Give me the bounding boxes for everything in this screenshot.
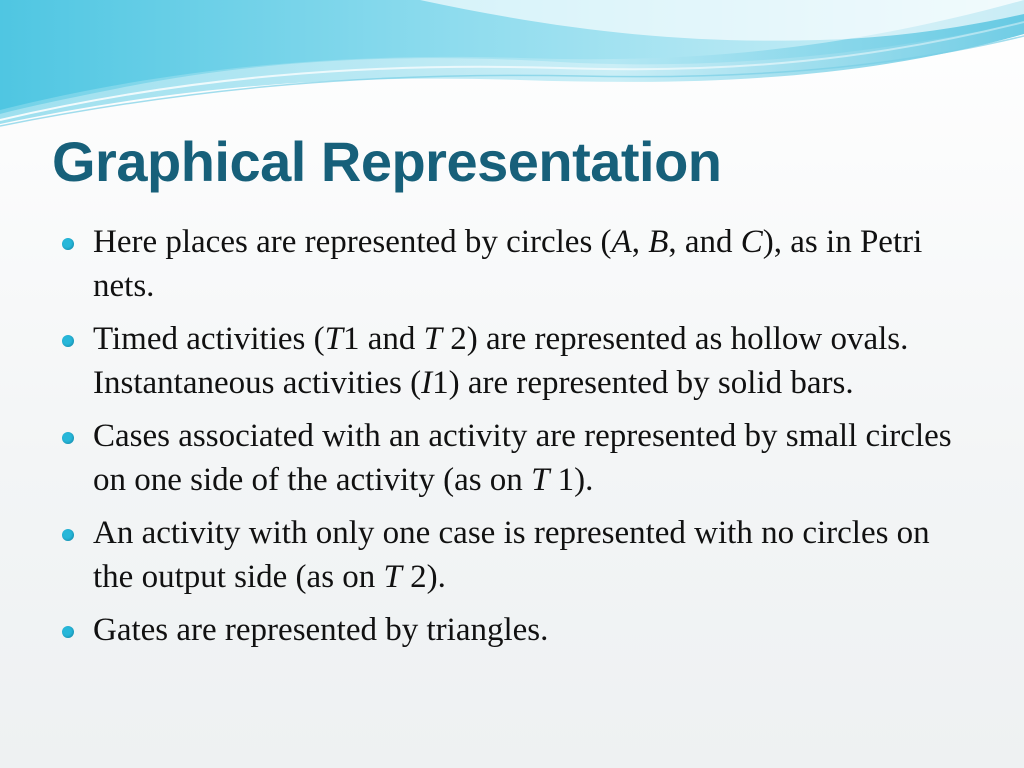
bullet-text: , and xyxy=(668,224,741,260)
bullet-text: T xyxy=(324,321,343,357)
bullet-text: T xyxy=(383,559,402,595)
decorative-wave-header xyxy=(0,0,1024,130)
bullet-icon xyxy=(62,238,74,250)
bullet-text: 2) are represented as hollow ovals. Instantaneous activities ( xyxy=(93,321,909,401)
bullet-text: T xyxy=(423,321,442,357)
bullet-text: A xyxy=(611,224,632,260)
bullet-text: 1). xyxy=(549,462,594,498)
bullet-text: Gates are represented by triangles. xyxy=(93,612,549,648)
bullet-text: Timed activities ( xyxy=(93,321,325,357)
bullet-text: Here places are represented by circles ( xyxy=(93,224,612,260)
bullet-text: B xyxy=(648,224,669,260)
bullet-item xyxy=(62,414,967,502)
slide-title: Graphical Representation xyxy=(52,130,722,193)
bullet-item xyxy=(62,511,967,599)
bullet-icon xyxy=(62,432,74,444)
bullet-text: I xyxy=(421,365,433,401)
bullet-text: 1) are represented by solid bars. xyxy=(432,365,854,401)
bullet-list xyxy=(62,220,967,661)
bullet-text: T xyxy=(531,462,550,498)
bullet-icon xyxy=(62,529,74,541)
bullet-text: An activity with only one case is represented with no circles on the output side (as on xyxy=(93,515,930,595)
bullet-text: Cases associated with an activity are represented by small circles on one side of the activity (as on xyxy=(93,418,952,498)
bullet-text: C xyxy=(740,224,763,260)
bullet-item xyxy=(62,317,967,405)
bullet-text: ), as in Petri nets. xyxy=(93,224,923,304)
bullet-text: 1 and xyxy=(342,321,424,357)
bullet-text: , xyxy=(631,224,649,260)
bullet-icon xyxy=(62,626,74,638)
bullet-item xyxy=(62,608,967,652)
bullet-text: 2). xyxy=(401,559,446,595)
bullet-icon xyxy=(62,335,74,347)
bullet-item xyxy=(62,220,967,308)
